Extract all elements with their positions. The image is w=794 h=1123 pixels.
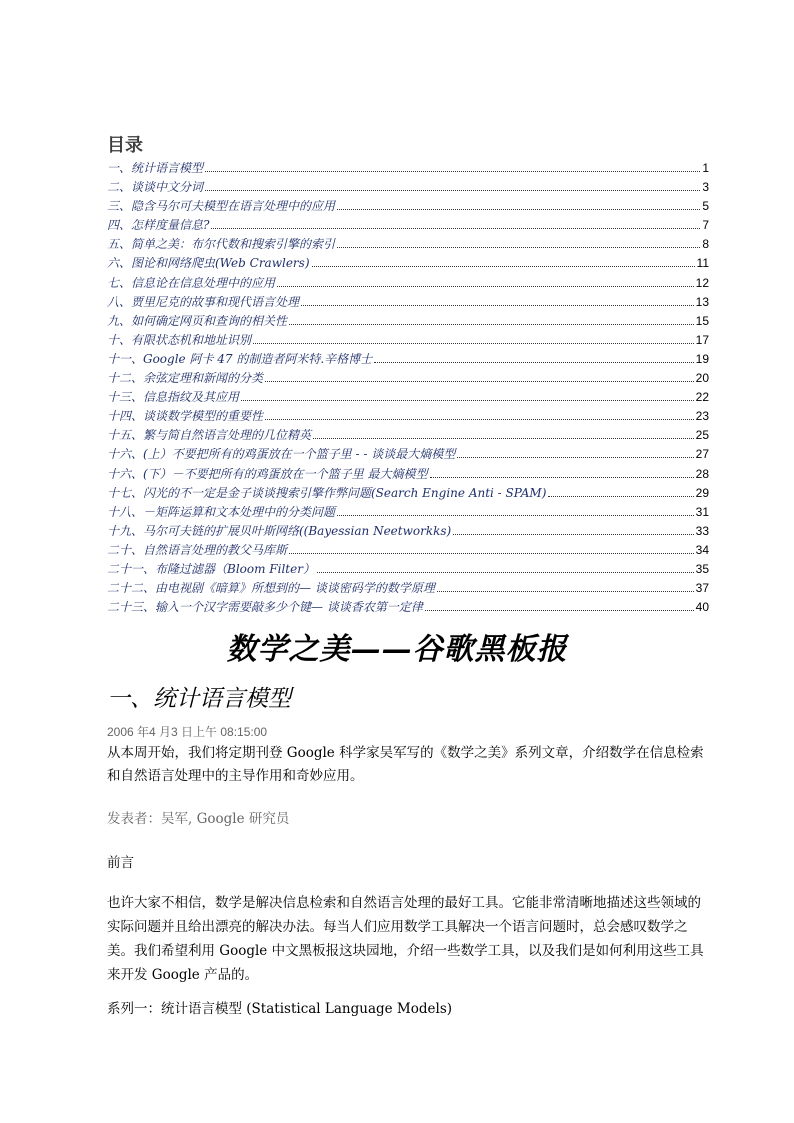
toc-entry-page: 35	[695, 561, 709, 576]
toc-entry[interactable]	[107, 274, 709, 293]
toc-leader-dots	[211, 227, 700, 229]
toc-entry-label: 十七、闪光的不一定是金子谈谈搜索引擎作弊问题(Search Engine Anti - SPAM)	[107, 485, 547, 500]
toc-entry-page: 23	[695, 409, 709, 424]
toc-leader-dots	[265, 418, 694, 420]
toc-entry-label: 十、有限状态机和地址识别	[107, 332, 252, 347]
toc-entry[interactable]	[107, 484, 709, 503]
toc-entry-page: 22	[695, 390, 709, 405]
toc-entry-page: 33	[695, 523, 709, 538]
toc-entry-label: 十三、信息指纹及其应用	[107, 390, 240, 405]
toc-entry-label: 九、如何确定网页和查询的相关性	[107, 313, 288, 328]
toc-entry-label: 四、怎样度量信息?	[107, 218, 210, 233]
toc-leader-dots	[301, 304, 694, 306]
toc-entry[interactable]	[107, 465, 709, 484]
toc-leader-dots	[205, 170, 700, 172]
toc-leader-dots	[289, 323, 694, 325]
toc-entry[interactable]	[107, 522, 709, 541]
series-heading: 系列一：统计语言模型 (Statistical Language Models)	[107, 1001, 453, 1017]
toc-entry[interactable]	[107, 216, 709, 235]
toc-leader-dots	[425, 609, 694, 611]
toc-entry-page: 12	[695, 275, 709, 290]
toc-entry[interactable]	[107, 293, 709, 312]
toc-entry-label: 十二、余弦定理和新闻的分类	[107, 371, 264, 386]
toc-entry-page: 3	[702, 180, 709, 195]
toc-leader-dots	[374, 361, 693, 363]
toc-leader-dots	[241, 399, 694, 401]
toc-entry[interactable]	[107, 178, 709, 197]
post-date: 2006 年4 月3 日上午 08:15:00	[107, 725, 268, 739]
toc-entry-page: 19	[695, 351, 709, 366]
toc-entry[interactable]	[107, 388, 709, 407]
toc-entry[interactable]	[107, 197, 709, 216]
toc-leader-dots	[253, 342, 694, 344]
preface-heading: 前言	[107, 855, 134, 871]
toc-entry[interactable]	[107, 254, 709, 273]
toc-entry[interactable]	[107, 560, 709, 579]
toc-entry-page: 17	[695, 332, 709, 347]
toc-entry[interactable]	[107, 598, 709, 617]
toc-entry[interactable]	[107, 235, 709, 254]
toc-entry[interactable]	[107, 159, 709, 178]
toc-entry-page: 13	[695, 294, 709, 309]
toc-leader-dots	[437, 590, 694, 592]
toc-entry-label: 二十一、布隆过滤器（Bloom Filter）	[107, 561, 315, 576]
toc-entry-label: 十四、谈谈数学模型的重要性	[107, 409, 264, 424]
toc-entry-label: 一、统计语言模型	[107, 161, 204, 175]
toc-entry[interactable]	[107, 350, 709, 369]
toc-entry-label: 十五、繁与简自然语言处理的几位精英	[107, 428, 312, 443]
toc-entry-page: 40	[695, 600, 709, 615]
toc-leader-dots	[453, 533, 693, 535]
table-of-contents	[107, 159, 709, 617]
toc-entry-page: 37	[695, 581, 709, 596]
toc-leader-dots	[312, 265, 695, 267]
toc-entry[interactable]	[107, 331, 709, 350]
toc-entry-page: 31	[695, 504, 709, 519]
toc-entry[interactable]	[107, 445, 709, 464]
toc-leader-dots	[548, 495, 693, 497]
toc-leader-dots	[457, 456, 693, 458]
toc-leader-dots	[430, 476, 694, 478]
toc-entry-page: 20	[695, 371, 709, 386]
toc-entry-page: 34	[695, 542, 709, 557]
intro-paragraph: 从本周开始，我们将定期刊登 Google 科学家吴军写的《数学之美》系列文章，介绍数学在信息检索和自然语言处理中的主导作用和奇妙应用。	[107, 745, 704, 784]
toc-entry-page: 5	[702, 199, 709, 214]
toc-entry-page: 1	[702, 161, 709, 175]
toc-entry-page: 29	[695, 485, 709, 500]
toc-entry-label: 十六、(下）－不要把所有的鸡蛋放在一个篮子里 最大熵模型	[107, 466, 428, 481]
toc-entry-label: 二、谈谈中文分词	[107, 180, 204, 195]
toc-entry[interactable]	[107, 541, 709, 560]
toc-leader-dots	[265, 380, 694, 382]
toc-entry-label: 二十、自然语言处理的教父马库斯	[107, 542, 288, 557]
toc-entry-page: 27	[695, 447, 709, 462]
author-line: 发表者：吴军, Google 研究员	[107, 811, 290, 827]
toc-leader-dots	[313, 437, 694, 439]
toc-entry[interactable]	[107, 579, 709, 598]
toc-entry[interactable]	[107, 369, 709, 388]
toc-entry[interactable]	[107, 503, 709, 522]
toc-entry-page: 7	[702, 218, 709, 233]
main-title: 数学之美——谷歌黑板报	[226, 632, 568, 667]
toc-entry-page: 11	[696, 256, 709, 271]
toc-leader-dots	[317, 571, 694, 573]
toc-entry-label: 八、贾里尼克的故事和现代语言处理	[107, 294, 300, 309]
section-title: 一、统计语言模型	[107, 686, 291, 712]
toc-entry-page: 28	[695, 466, 709, 481]
toc-entry[interactable]	[107, 312, 709, 331]
toc-entry-label: 六、图论和网络爬虫(Web Crawlers)	[107, 256, 310, 271]
toc-entry-page: 8	[702, 237, 709, 252]
toc-entry-label: 七、信息论在信息处理中的应用	[107, 275, 276, 290]
toc-leader-dots	[337, 514, 694, 516]
toc-entry-page: 25	[695, 428, 709, 443]
body-paragraph: 也许大家不相信，数学是解决信息检索和自然语言处理的最好工具。它能非常清晰地描述这些领域的实际问题并且给出漂亮的解决办法。每当人们应用数学工具解决一个语言问题时，总会感叹数学之美。我们希望利用 Google 中文黑板报这块园地，介绍一些数学工具，以及我们是如何利用这些工具来开发 Google 产品的。	[107, 895, 704, 983]
toc-entry-label: 十八、－矩阵运算和文本处理中的分类问题	[107, 504, 336, 519]
toc-leader-dots	[205, 189, 700, 191]
toc-leader-dots	[337, 246, 700, 248]
toc-entry-label: 二十三、输入一个汉字需要敲多少个键— 谈谈香农第一定律	[107, 600, 423, 615]
toc-entry[interactable]	[107, 407, 709, 426]
toc-entry-label: 十六、(上）不要把所有的鸡蛋放在一个篮子里 - - 谈谈最大熵模型	[107, 447, 456, 462]
toc-entry-page: 15	[695, 313, 709, 328]
toc-entry-label: 二十二、由电视剧《暗算》所想到的— 谈谈密码学的数学原理	[107, 581, 435, 596]
toc-entry-label: 五、简单之美：布尔代数和搜索引擎的索引	[107, 237, 336, 252]
toc-entry-label: 十九、马尔可夫链的扩展贝叶斯网络((Bayessian Neetworkks)	[107, 523, 452, 538]
toc-leader-dots	[289, 552, 694, 554]
toc-entry-label: 三、隐含马尔可夫模型在语言处理中的应用	[107, 199, 336, 214]
toc-title: 目录	[107, 135, 143, 156]
toc-leader-dots	[277, 285, 694, 287]
toc-entry-label: 十一、Google 阿卡 47 的制造者阿米特.辛格博士	[107, 351, 373, 366]
toc-entry[interactable]	[107, 426, 709, 445]
toc-leader-dots	[337, 208, 700, 210]
